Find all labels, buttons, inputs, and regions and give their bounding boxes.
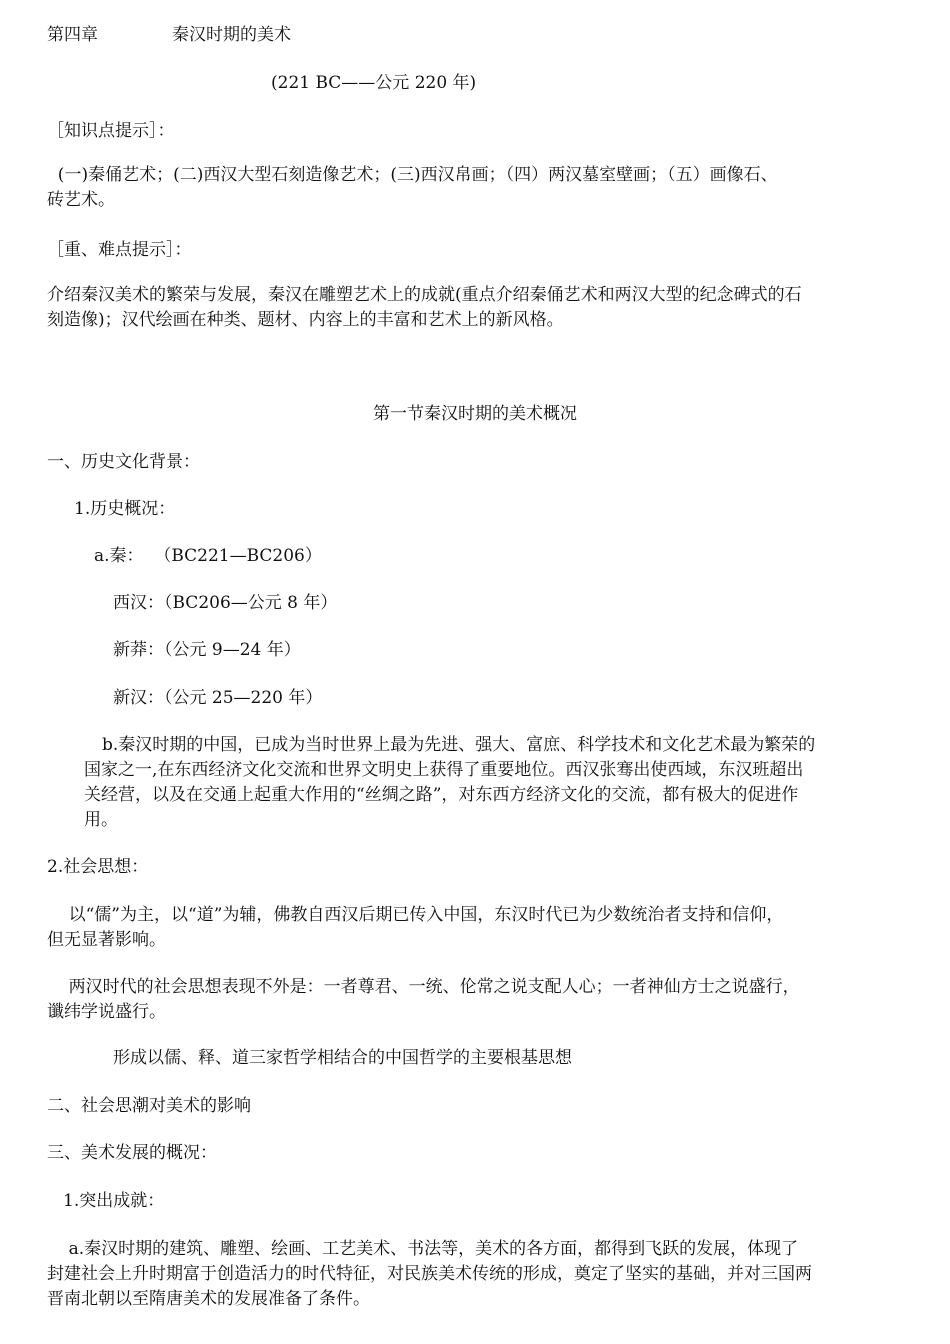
key-points-line: 介绍秦汉美术的繁荣与发展，秦汉在雕塑艺术上的成就(重点介绍秦俑艺术和两汉大型的纪念碑式的石 [47,285,802,305]
knowledge-points-heading: ［知识点提示］： [47,121,175,141]
heading-social-thought: 2.社会思想： [47,857,149,877]
paragraph-line: 用。 [84,810,118,830]
heading-achievements: 1.突出成就： [63,1191,165,1211]
knowledge-points-line: (一)秦俑艺术；(二)西汉大型石刻造像艺术；(三)西汉帛画；（四）两汉墓室壁画；（五）画像石、 [47,165,778,185]
key-points-text [47,283,905,333]
paragraph-line: 关经营，以及在交通上起重大作用的“丝绸之路”，对东西方经济文化的交流，都有极大的促进作 [84,785,799,805]
paragraph-social-thought [47,975,905,1025]
paragraph-line: a.秦汉时期的建筑、雕塑、绘画、工艺美术、书法等，美术的各方面，都得到飞跃的发展，体现了 [47,1239,799,1259]
paragraph-line: 两汉时代的社会思想表现不外是：一者尊君、一统、伦常之说支配人心；一者神仙方士之说盛行， [47,977,800,997]
chapter-period: (221 BC——公元 220 年) [271,73,477,93]
dynasty-qin: a.秦： （BC221—BC206） [94,546,322,566]
heading-influence-on-art: 二、社会思潮对美术的影响 [47,1096,251,1116]
paragraph-line: b.秦汉时期的中国，已成为当时世界上最为先进、强大、富庶、科学技术和文化艺术最为繁荣的 [102,735,816,755]
paragraph-qin-han-china [84,733,906,833]
paragraph-line: 封建社会上升时期富于创造活力的时代特征，对民族美术传统的形成，奠定了坚实的基础，并对三国两 [47,1264,812,1284]
dynasty-xinmang: 新莽：（公元 9—24 年） [113,640,301,660]
knowledge-points-text [47,163,905,213]
paragraph-line: 晋南北朝以至隋唐美术的发展准备了条件。 [47,1289,370,1309]
heading-history-background: 一、历史文化背景： [47,452,200,472]
chapter-label: 第四章 [47,25,98,45]
knowledge-points-line: 砖艺术。 [47,190,115,210]
paragraph-confucian [47,903,905,953]
paragraph-achievements [47,1237,905,1312]
paragraph-line: 谶纬学说盛行。 [47,1002,166,1022]
heading-art-development: 三、美术发展的概况： [47,1143,217,1163]
section-title: 第一节秦汉时期的美术概况 [373,404,577,424]
chapter-title: 秦汉时期的美术 [172,25,291,45]
paragraph-line: 国家之一,在东西经济文化交流和世界文明史上获得了重要地位。西汉张骞出使西域，东汉班超出 [84,760,804,780]
key-points-line: 刻造像)；汉代绘画在种类、题材、内容上的丰富和艺术上的新风格。 [47,310,564,330]
paragraph-line: 但无显著影响。 [47,930,166,950]
key-points-heading: ［重、难点提示］： [47,240,192,260]
dynasty-xinhan: 新汉：（公元 25—220 年） [113,688,323,708]
paragraph-line: 以“儒”为主，以“道”为辅，佛教自西汉后期已传入中国，东汉时代已为少数统治者支持和信仰， [47,905,784,925]
paragraph-philosophy: 形成以儒、释、道三家哲学相结合的中国哲学的主要根基思想 [113,1048,572,1068]
heading-history-overview: 1.历史概况： [74,499,176,519]
dynasty-xihan: 西汉：（BC206—公元 8 年） [113,593,338,613]
